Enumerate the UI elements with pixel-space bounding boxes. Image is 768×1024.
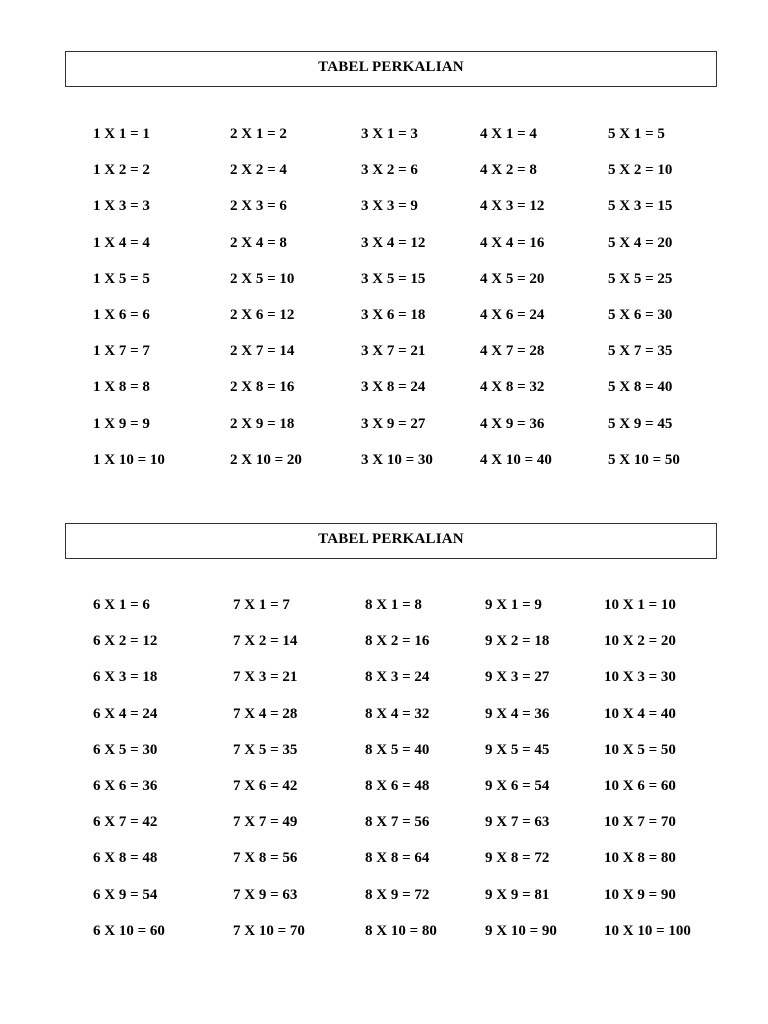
table-title: TABEL PERKALIAN [318, 531, 464, 547]
table-cell: 9 X 4 = 36 [485, 705, 550, 722]
table-cell: 3 X 4 = 12 [361, 234, 426, 251]
table-title-box [65, 523, 717, 559]
table-cell: 2 X 7 = 14 [230, 343, 295, 360]
table-cell: 1 X 5 = 5 [93, 270, 150, 287]
table-cell: 8 X 7 = 56 [365, 814, 430, 831]
table-cell: 8 X 8 = 64 [365, 850, 430, 867]
table-cell: 1 X 6 = 6 [93, 306, 150, 323]
table-cell: 3 X 2 = 6 [361, 162, 418, 179]
table-cell: 2 X 6 = 12 [230, 306, 295, 323]
table-column-5 [604, 596, 691, 958]
table-cell: 6 X 5 = 30 [93, 741, 158, 758]
table-cell: 5 X 5 = 25 [608, 270, 673, 287]
table-cell: 5 X 2 = 10 [608, 162, 673, 179]
table-column-2 [230, 125, 302, 487]
table-cell: 3 X 7 = 21 [361, 343, 426, 360]
table-cell: 2 X 10 = 20 [230, 451, 302, 468]
table-cell: 4 X 7 = 28 [480, 343, 545, 360]
table-column-1 [93, 125, 165, 487]
table-cell: 6 X 6 = 36 [93, 777, 158, 794]
table-cell: 10 X 5 = 50 [604, 741, 676, 758]
table-cell: 4 X 9 = 36 [480, 415, 545, 432]
table-cell: 2 X 5 = 10 [230, 270, 295, 287]
table-cell: 9 X 6 = 54 [485, 777, 550, 794]
table-cell: 5 X 8 = 40 [608, 379, 673, 396]
table-cell: 10 X 1 = 10 [604, 597, 676, 613]
table-cell: 5 X 4 = 20 [608, 234, 673, 251]
table-cell: 9 X 9 = 81 [485, 886, 550, 903]
table-cell: 5 X 9 = 45 [608, 415, 673, 432]
table-cell: 7 X 10 = 70 [233, 922, 305, 939]
table-cell: 4 X 3 = 12 [480, 198, 545, 215]
table-cell: 6 X 2 = 12 [93, 633, 158, 650]
table-column-1 [93, 596, 165, 958]
table-cell: 3 X 5 = 15 [361, 270, 426, 287]
table-cell: 8 X 10 = 80 [365, 922, 437, 939]
table-cell: 10 X 7 = 70 [604, 814, 676, 831]
table-cell: 4 X 4 = 16 [480, 234, 545, 251]
table-cell: 7 X 9 = 63 [233, 886, 298, 903]
table-cell: 7 X 4 = 28 [233, 705, 298, 722]
table-cell: 4 X 6 = 24 [480, 306, 545, 323]
table-column-4 [485, 596, 557, 958]
table-cell: 10 X 4 = 40 [604, 705, 676, 722]
table-cell: 3 X 3 = 9 [361, 198, 418, 215]
table-cell: 4 X 1 = 4 [480, 126, 537, 142]
table-cell: 1 X 4 = 4 [93, 234, 150, 251]
table-cell: 2 X 3 = 6 [230, 198, 287, 215]
table-cell: 1 X 10 = 10 [93, 451, 165, 468]
table-cell: 5 X 1 = 5 [608, 126, 665, 142]
table-cell: 1 X 3 = 3 [93, 198, 150, 215]
table-title-box [65, 51, 717, 87]
table-cell: 8 X 4 = 32 [365, 705, 430, 722]
table-cell: 7 X 2 = 14 [233, 633, 298, 650]
table-cell: 6 X 10 = 60 [93, 922, 165, 939]
table-cell: 5 X 10 = 50 [608, 451, 680, 468]
table-cell: 1 X 2 = 2 [93, 162, 150, 179]
table-cell: 8 X 1 = 8 [365, 597, 422, 613]
table-cell: 6 X 8 = 48 [93, 850, 158, 867]
table-cell: 8 X 9 = 72 [365, 886, 430, 903]
table-cell: 9 X 2 = 18 [485, 633, 550, 650]
table-cell: 9 X 10 = 90 [485, 922, 557, 939]
table-cell: 5 X 6 = 30 [608, 306, 673, 323]
table-cell: 4 X 5 = 20 [480, 270, 545, 287]
table-cell: 7 X 6 = 42 [233, 777, 298, 794]
table-cell: 2 X 2 = 4 [230, 162, 287, 179]
table-cell: 2 X 1 = 2 [230, 126, 287, 142]
table-cell: 8 X 5 = 40 [365, 741, 430, 758]
table-cell: 10 X 9 = 90 [604, 886, 676, 903]
table-cell: 5 X 3 = 15 [608, 198, 673, 215]
table-cell: 4 X 10 = 40 [480, 451, 552, 468]
table-cell: 1 X 1 = 1 [93, 126, 150, 142]
table-cell: 6 X 3 = 18 [93, 669, 158, 686]
table-cell: 9 X 5 = 45 [485, 741, 550, 758]
table-cell: 3 X 1 = 3 [361, 126, 418, 142]
table-column-3 [365, 596, 437, 958]
table-title: TABEL PERKALIAN [318, 59, 464, 75]
table-cell: 2 X 8 = 16 [230, 379, 295, 396]
table-cell: 7 X 5 = 35 [233, 741, 298, 758]
table-cell: 3 X 9 = 27 [361, 415, 426, 432]
table-cell: 1 X 8 = 8 [93, 379, 150, 396]
table-cell: 10 X 2 = 20 [604, 633, 676, 650]
table-cell: 7 X 8 = 56 [233, 850, 298, 867]
table-cell: 2 X 4 = 8 [230, 234, 287, 251]
table-cell: 4 X 8 = 32 [480, 379, 545, 396]
table-cell: 9 X 3 = 27 [485, 669, 550, 686]
table-cell: 10 X 8 = 80 [604, 850, 676, 867]
table-cell: 6 X 9 = 54 [93, 886, 158, 903]
table-cell: 10 X 6 = 60 [604, 777, 676, 794]
table-cell: 9 X 7 = 63 [485, 814, 550, 831]
table-cell: 9 X 8 = 72 [485, 850, 550, 867]
table-cell: 8 X 2 = 16 [365, 633, 430, 650]
table-column-5 [608, 125, 680, 487]
table-cell: 4 X 2 = 8 [480, 162, 537, 179]
table-cell: 1 X 9 = 9 [93, 415, 150, 432]
table-cell: 8 X 3 = 24 [365, 669, 430, 686]
table-cell: 10 X 3 = 30 [604, 669, 676, 686]
table-cell: 10 X 10 = 100 [604, 922, 691, 939]
table-cell: 6 X 1 = 6 [93, 597, 150, 613]
table-cell: 7 X 3 = 21 [233, 669, 298, 686]
table-cell: 7 X 1 = 7 [233, 597, 290, 613]
table-cell: 9 X 1 = 9 [485, 597, 542, 613]
table-cell: 5 X 7 = 35 [608, 343, 673, 360]
table-cell: 3 X 8 = 24 [361, 379, 426, 396]
table-cell: 3 X 6 = 18 [361, 306, 426, 323]
table-cell: 6 X 7 = 42 [93, 814, 158, 831]
table-column-3 [361, 125, 433, 487]
table-column-4 [480, 125, 552, 487]
table-cell: 3 X 10 = 30 [361, 451, 433, 468]
table-column-2 [233, 596, 305, 958]
table-cell: 6 X 4 = 24 [93, 705, 158, 722]
table-cell: 7 X 7 = 49 [233, 814, 298, 831]
table-cell: 2 X 9 = 18 [230, 415, 295, 432]
table-cell: 8 X 6 = 48 [365, 777, 430, 794]
table-cell: 1 X 7 = 7 [93, 343, 150, 360]
